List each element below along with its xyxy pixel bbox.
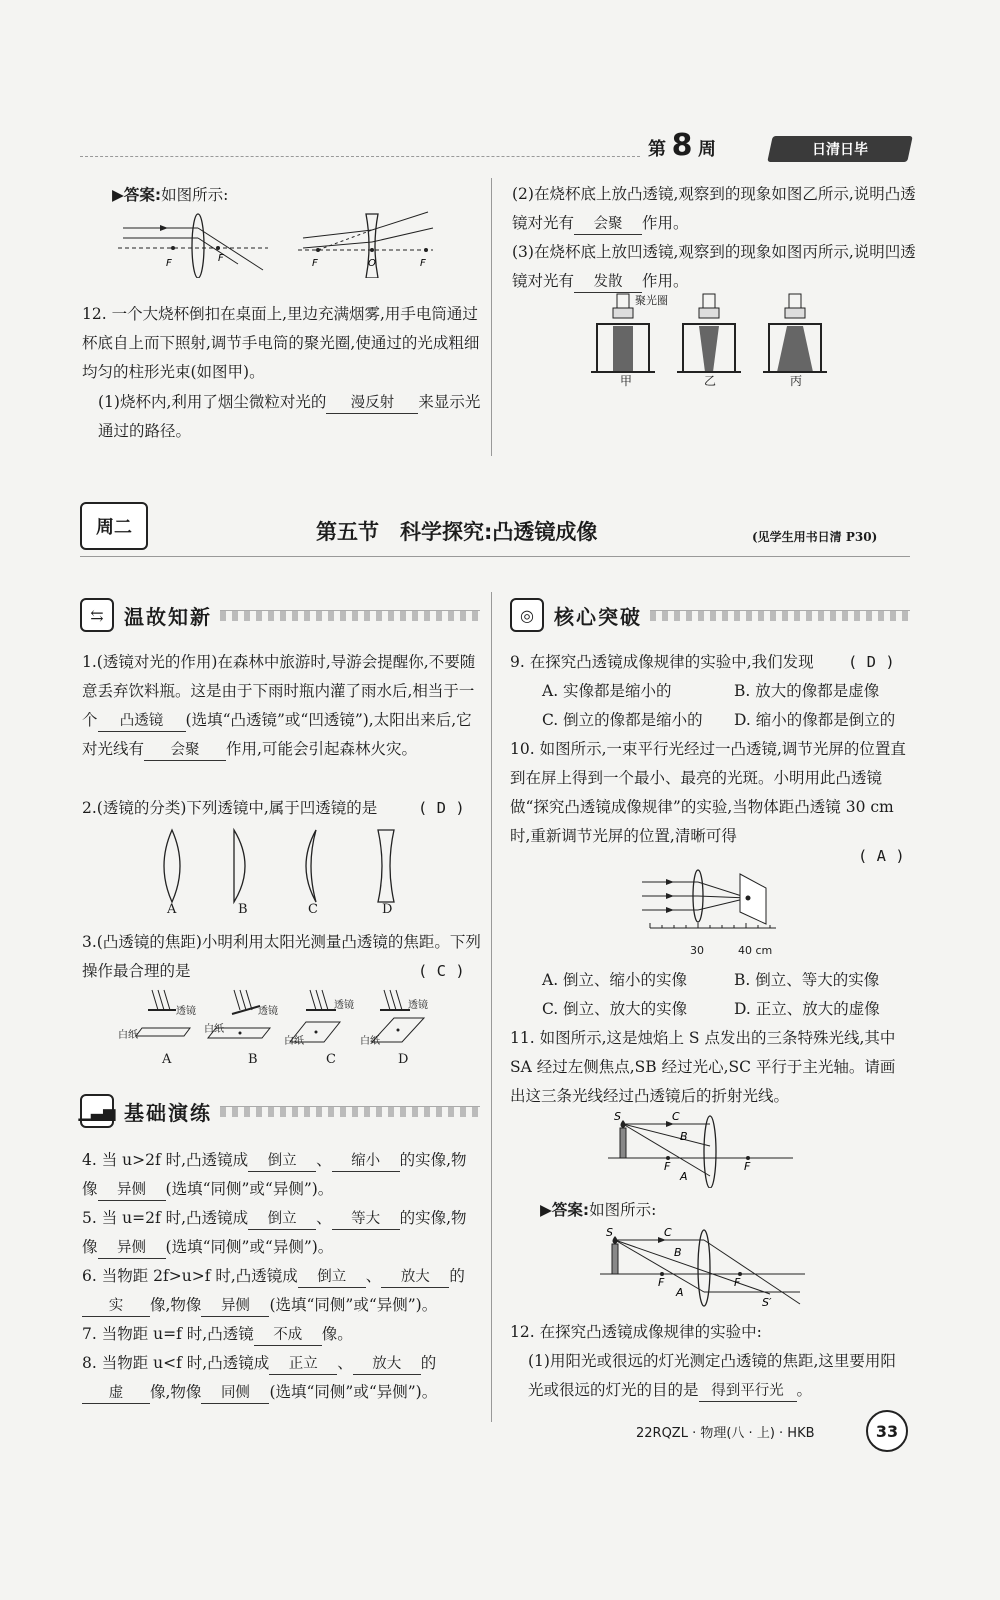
q2-label-c: C [308,902,318,917]
q10-focus-diagram [636,868,796,952]
review-title-rule [220,610,480,621]
svg-text:F: F [166,258,172,269]
answer-blank: 缩小 [332,1152,400,1172]
answer-blank: 会聚 [144,741,226,761]
q3-text: 3.(凸透镜的焦距)小明利用太阳光测量凸透镜的焦距。下列操作最合理的是 [82,933,481,980]
answer-blank: 放大 [353,1355,421,1375]
lens-a-biconvex [164,830,180,902]
svg-text:F: F [744,1160,751,1173]
q4-sep: 、 [316,1151,332,1169]
q5-c: 的实像,物像 [82,1209,467,1256]
section-ref: (见学生用书日清 P30) [752,530,878,544]
q3-paper-label-a: 白纸 [118,1030,138,1041]
answer-blank: 虚 [82,1384,150,1404]
q3-lens-label-c: 透镜 [334,1000,354,1011]
q8-e: (选填“同侧”或“异侧”)。 [269,1383,438,1401]
lens-d-biconcave [378,830,394,902]
svg-text:F: F [218,253,224,264]
lens-options-q2 [150,826,410,922]
q12-text: 12. 一个大烧杯倒扣在桌面上,里边充满烟雾,用手电筒通过杯底自上而下照射,调节手电筒的聚光圈,使通过的光成粗细均匀的柱形光束(如图甲)。 [82,305,480,381]
q8-sep: 、 [337,1354,353,1372]
week-label: 第 8 周 [648,128,717,163]
header-rule [80,156,640,157]
q12-right-part1 [528,1347,910,1405]
fig-caption-bing: 丙 [790,374,803,388]
svg-text:F: F [420,258,426,269]
svg-text:B: B [680,1130,688,1143]
q9-option-d: D. 缩小的像都是倒立的 [734,711,896,729]
q12-part2-post: 作用。 [642,214,689,232]
lens-answer-diagrams [118,208,438,278]
q12-left [82,300,482,387]
q10-option-d: D. 正立、放大的虚像 [734,1000,880,1018]
answer-blank: 实 [82,1297,150,1317]
column-divider-top [491,178,492,456]
q11-question-diagram [608,1108,798,1188]
answer-blank: 不成 [254,1326,322,1346]
q8-c: 的 [420,1354,437,1372]
svg-text:A: A [676,1286,684,1299]
q12-part2 [512,180,920,238]
q9-text: 9. 在探究凸透镜成像规律的实验中,我们发现 [510,653,814,671]
q9-option-b: B. 放大的像都是虚像 [734,682,880,700]
answer-blank: 凸透镜 [98,712,186,732]
answer-blank: 异侧 [98,1239,166,1259]
q2-label-d: D [382,902,393,917]
answer-arrow-icon: ▶ [540,1200,552,1219]
q12-text-right: 12. 在探究凸透镜成像规律的实验中: [510,1323,762,1341]
fig-label-focus-ring: 聚光圈 [635,294,668,307]
q2-label-b: B [238,902,248,917]
q4-d: (选填“同侧”或“异侧”)。 [165,1180,334,1198]
q6-d: 像,物像 [150,1296,202,1314]
answer-blank: 漫反射 [326,394,418,414]
convex-lens-diagram [118,214,268,278]
q12-part1 [98,388,482,446]
svg-text:F: F [658,1276,665,1289]
answer-line [112,180,228,210]
q3-lens-label-a: 透镜 [176,1006,196,1017]
column-divider-bottom [491,592,492,1422]
answer-blank: 倒立 [298,1268,366,1288]
q1-post: 作用,可能会引起森林火灾。 [226,740,417,758]
beaker-bing [763,294,827,372]
q1 [82,648,482,764]
q4-a: 4. 当 u>2f 时,凸透镜成 [82,1151,249,1169]
core-title-rule [650,610,910,621]
q10-option-c: C. 倒立、放大的实像 [542,1000,688,1018]
q9-option-c: C. 倒立的像都是缩小的 [542,711,703,729]
svg-text:S: S [614,1110,621,1123]
q8 [82,1349,482,1407]
q1-mid: (选填“凸透镜”或“凹透镜”),太阳出来后,它对光线有 [82,711,472,758]
q3-label-b: B [248,1052,258,1067]
q3-paper-label-b: 白纸 [204,1024,224,1035]
answer-blank: 得到平行光 [699,1382,797,1402]
q12-right-part1-post: 。 [796,1381,813,1399]
focus-measurement-options-q3 [118,988,438,1050]
basic-title-rule [220,1106,480,1117]
lens-c-meniscus [306,830,316,902]
answer-label: 答案: [551,1201,590,1219]
q10-option-b: B. 倒立、等大的实像 [734,971,880,989]
answer-blank: 会聚 [574,215,642,235]
answer-text: 如图所示: [589,1201,657,1219]
q3-paper-label-c: 白纸 [284,1036,304,1047]
svg-text:S: S [606,1226,613,1239]
q9-answer: ( D ) [848,653,895,671]
q10 [510,735,910,851]
day-tab: 周二 [80,502,148,550]
target-icon: ◎ [510,598,544,632]
q3-label-c: C [326,1052,336,1067]
svg-text:C: C [672,1110,680,1123]
q12-part1-pre: (1)烧杯内,利用了烟尘微粒对光的 [98,393,327,411]
basic-title: 基础演练 [124,1100,212,1125]
beaker-yi [677,294,741,372]
review-title: 温故知新 [124,604,212,629]
answer-blank: 发散 [574,273,642,293]
q10-text: 10. 如图所示,一束平行光经过一凸透镜,调节光屏的位置直到在屏上得到一个最小、最亮的光斑。小明用此凸透镜做“探究凸透镜成像规律”的实验,当物体距凸透镜 30 cm 时,重新调节光屏的位置,清晰可得 [510,740,906,845]
answer-label: 答案: [123,186,162,204]
fig-caption-yi: 乙 [704,374,717,388]
q1-pre: 1.(透镜对光的作用)在森林中旅游时,导游会提醒你,不要随意丢弃饮料瓶。这是由于下雨时瓶内灌了雨水后,相当于一个 [82,653,476,729]
q10-scale-40: 40 cm [738,944,773,957]
core-title: 核心突破 [554,604,642,629]
answer-blank: 等大 [332,1210,400,1230]
svg-text:F: F [312,258,318,269]
q11 [510,1024,910,1111]
basic-header [80,1094,480,1128]
q5-sep: 、 [316,1209,332,1227]
answer-blank: 放大 [381,1268,449,1288]
core-header [510,598,910,632]
q4-c: 的实像,物像 [82,1151,467,1198]
q2-answer: ( D ) [418,799,465,817]
q3-lens-label-b: 透镜 [258,1006,278,1017]
q4 [82,1146,482,1204]
q12-right [510,1318,910,1347]
q6 [82,1262,482,1320]
q3-lens-label-d: 透镜 [408,1000,428,1011]
answer-text: 如图所示: [161,186,229,204]
answer-blank: 同侧 [201,1384,269,1404]
bar-chart-icon: ▁▃▅ [80,1094,114,1128]
q6-sep: 、 [365,1267,382,1285]
header-badge: 日清日毕 [767,136,913,162]
answer-blank: 异侧 [201,1297,269,1317]
q11-answer-line [540,1195,656,1225]
q7-a: 7. 当物距 u=f 时,凸透镜 [82,1325,254,1343]
q8-a: 8. 当物距 u<f 时,凸透镜成 [82,1354,270,1372]
swap-arrows-icon: ⇆ [80,598,114,632]
q12-part3-pre: (3)在烧杯底上放凹透镜,观察到的现象如图丙所示,说明凹透镜对光有 [512,243,916,290]
q7 [82,1320,482,1349]
answer-blank: 倒立 [248,1210,316,1230]
section-title: 第五节 科学探究:凸透镜成像 [316,520,598,544]
q11-text: 11. 如图所示,这是烛焰上 S 点发出的三条特殊光线,其中 SA 经过左侧焦点,SB 经过光心,SC 平行于主光轴。请画出这三条光线经过凸透镜后的折射光线。 [510,1029,896,1105]
q10-scale-30: 30 [690,944,704,957]
answer-blank: 异侧 [98,1181,166,1201]
answer-blank: 倒立 [248,1152,316,1172]
page-number: 33 [866,1410,908,1452]
q2-label-a: A [167,902,177,917]
q12-part1-post: 来显示光通过的路径。 [98,393,481,440]
svg-text:A: A [680,1170,688,1183]
svg-text:C: C [664,1226,672,1239]
q2-text: 2.(透镜的分类)下列透镜中,属于凹透镜的是 [82,799,378,817]
q5-a: 5. 当 u=2f 时,凸透镜成 [82,1209,249,1227]
answer-arrow-icon: ▶ [112,185,124,204]
footer-code: 22RQZL · 物理(八 · 上) · HKB [636,1426,815,1441]
svg-text:F: F [664,1160,671,1173]
q6-c: 的 [449,1267,465,1285]
svg-text:S′: S′ [762,1296,772,1309]
lens-b-planoconvex [234,830,245,902]
q10-answer: ( A ) [858,847,905,865]
q5 [82,1204,482,1262]
q9-option-a: A. 实像都是缩小的 [542,682,672,700]
q10-option-a: A. 倒立、缩小的实像 [542,971,688,989]
q6-a: 6. 当物距 2f>u>f 时,凸透镜成 [82,1267,298,1285]
q12-part3 [512,238,920,296]
section-rule [80,556,910,557]
concave-lens-diagram [298,212,433,278]
q3-label-d: D [398,1052,409,1067]
q7-c: 像。 [321,1325,353,1343]
q12-part2-pre: (2)在烧杯底上放凸透镜,观察到的现象如图乙所示,说明凸透镜对光有 [512,185,916,232]
fig-caption-jia: 甲 [620,374,633,388]
svg-text:O: O [368,258,376,269]
page-header [80,128,910,168]
q11-answer-diagram [600,1222,810,1312]
answer-blank: 正立 [269,1355,337,1375]
q3-label-a: A [162,1052,172,1067]
q5-d: (选填“同侧”或“异侧”)。 [165,1238,334,1256]
q3-answer: ( C ) [418,962,465,980]
svg-text:B: B [674,1246,682,1259]
q12-right-part1-pre: (1)用阳光或很远的灯光测定凸透镜的焦距,这里要用阳光或很远的灯光的目的是 [528,1352,896,1399]
svg-text:F: F [734,1276,741,1289]
q12-part3-post: 作用。 [642,272,689,290]
q3-paper-label-d: 白纸 [360,1036,380,1047]
q8-d: 像,物像 [150,1383,202,1401]
q6-e: (选填“同侧”或“异侧”)。 [269,1296,438,1314]
review-header [80,598,480,632]
